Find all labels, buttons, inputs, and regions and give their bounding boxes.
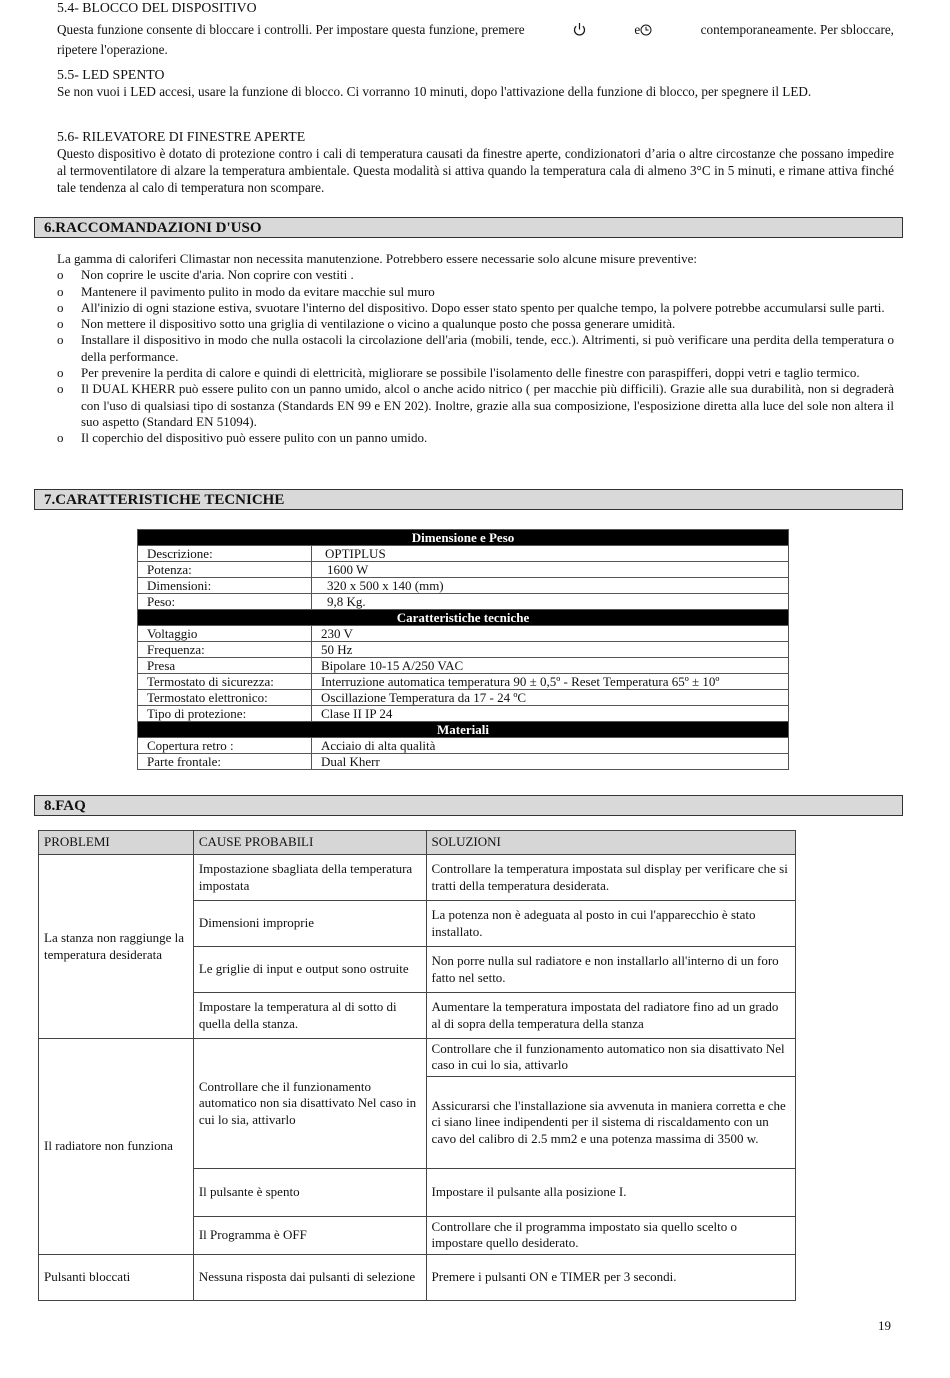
faq-cause: Impostazione sbagliata della temperatura impostata [193, 855, 426, 901]
list-item: o Il coperchio del dispositivo può essere pulito con un panno umido. [57, 430, 894, 446]
list-item: o Per prevenire la perdita di calore e quindi di elettricità, migliorare se possibile l'isolamento delle finestre con paraspifferi, doppi vetri e taglio termico. [57, 365, 894, 381]
faq-solution: Assicurarsi che l'installazione sia avvenuta in maniera corretta e che ci siano linee indipendenti per il sistema di riscaldamento con un cavo del calibro di 2.5 mm2 e una potenza massima di 3500 w. [426, 1076, 795, 1168]
list-item: o Installare il dispositivo in modo che nulla ostacoli la circolazione dell'aria (mobili, tende, ecc.). Altrimenti, si può verificare una perdita della temperatura o della performance. [57, 332, 894, 365]
specs-table [137, 529, 789, 770]
table-row [138, 530, 789, 546]
spec-label: Copertura retro : [138, 738, 312, 754]
table-row [138, 690, 789, 706]
faq-cause: Controllare che il funzionamento automatico non sia disattivato Nel caso in cui lo sia, attivarlo [193, 1039, 426, 1169]
faq-cause: Dimensioni improprie [193, 901, 426, 947]
table-row [138, 594, 789, 610]
table-row [39, 1254, 796, 1300]
list-item: o All'inizio di ogni stazione estiva, svuotare l'interno del dispositivo. Dopo esser stato spento per qualche tempo, la polvere potrebbe accumularsi sulle parti. [57, 300, 894, 316]
table-row [138, 754, 789, 770]
spec-group-header: Caratteristiche tecniche [138, 610, 789, 626]
spec-value: 50 Hz [312, 642, 789, 658]
section-5-4-text-a: Questa funzione consente di bloccare i controlli. Per impostare questa funzione, premere [57, 22, 525, 37]
faq-header-causes: CAUSE PROBABILI [193, 831, 426, 855]
page-number: 19 [878, 1318, 891, 1333]
spec-label: Presa [138, 658, 312, 674]
table-row [138, 722, 789, 738]
section-7-header: 7.CARATTERISTICHE TECNICHE [34, 489, 903, 510]
spec-value: 1600 W [312, 562, 789, 578]
spec-value: 9,8 Kg. [312, 594, 789, 610]
section-5-4-text-c: ripetere l'operazione. [57, 41, 168, 57]
section-5-6-text: Questo dispositivo è dotato di protezione contro i cali di temperatura causati da finestre aperte, condizionatori d’aria o altre circostanze che possano impedire al termoventilatore di alzare la temperatura ambientale. Questa modalità si attiva quando la temperatura cala di almeno 3°C in 5 minuti, e rimane attiva finché tale tendenza al calo di temperatura non scompare. [57, 146, 894, 195]
spec-value: 230 V [312, 626, 789, 642]
spec-value: Acciaio di alta qualità [312, 738, 789, 754]
table-row [138, 610, 789, 626]
section-8-header: 8.FAQ [34, 795, 903, 816]
faq-problem: La stanza non raggiunge la temperatura desiderata [39, 855, 194, 1039]
table-row [39, 831, 796, 855]
faq-solution: Controllare la temperatura impostata sul display per verificare che si tratti della temperatura desiderata. [426, 855, 795, 901]
spec-value: Interruzione automatica temperatura 90 ± 0,5º - Reset Temperatura 65º ± 10º [312, 674, 789, 690]
faq-header-solutions: SOLUZIONI [426, 831, 795, 855]
faq-cause: Nessuna risposta dai pulsanti di selezione [193, 1254, 426, 1300]
timer-icon [640, 24, 652, 41]
table-row [138, 578, 789, 594]
faq-solution: Non porre nulla sul radiatore e non installarlo all'interno di un foro fatto nel setto. [426, 947, 795, 993]
list-item: o Il DUAL KHERR può essere pulito con un panno umido, alcol o anche acido nitrico ( per macchie più difficili). Grazie alle sua durabilità, non si degraderà con l'uso di qualsiasi tipo di sostanza (Standards EN 99 e EN 202). Inoltre, grazie alla sua composizione, l'esposizione diretta alla luce del sole non altera il suo aspetto (Standard EN 51094). [57, 381, 894, 430]
section-5-4-title: 5.4- BLOCCO DEL DISPOSITIVO [57, 0, 257, 15]
faq-cause: Impostare la temperatura al di sotto di quella della stanza. [193, 993, 426, 1039]
faq-solution: Impostare il pulsante alla posizione I. [426, 1168, 795, 1216]
spec-value: Dual Kherr [312, 754, 789, 770]
table-row [138, 642, 789, 658]
faq-solution: Controllare che il funzionamento automatico non sia disattivato Nel caso in cui lo sia, attivarlo [426, 1039, 795, 1077]
faq-header-problems: PROBLEMI [39, 831, 194, 855]
section-6-header: 6.RACCOMANDAZIONI D'USO [34, 217, 903, 238]
spec-value: OPTIPLUS [312, 546, 789, 562]
recommendations-list [57, 267, 894, 446]
section-5-4-text [57, 22, 894, 59]
faq-problem: Il radiatore non funziona [39, 1039, 194, 1255]
spec-group-header: Materiali [138, 722, 789, 738]
spec-label: Frequenza: [138, 642, 312, 658]
spec-value: Bipolare 10-15 A/250 VAC [312, 658, 789, 674]
list-item: o Non coprire le uscite d'aria. Non coprire con vestiti . [57, 267, 894, 283]
table-row [138, 626, 789, 642]
table-row [138, 546, 789, 562]
spec-label: Dimensioni: [138, 578, 312, 594]
section-5-4-text-e: e [634, 22, 641, 37]
spec-label: Peso: [138, 594, 312, 610]
table-row [138, 674, 789, 690]
faq-cause: Il Programma è OFF [193, 1216, 426, 1254]
faq-problem: Pulsanti bloccati [39, 1254, 194, 1300]
faq-cause: Il pulsante è spento [193, 1168, 426, 1216]
faq-solution: La potenza non è adeguata al posto in cui l'apparecchio è stato installato. [426, 901, 795, 947]
faq-solution: Premere i pulsanti ON e TIMER per 3 secondi. [426, 1254, 795, 1300]
spec-label: Termostato di sicurezza: [138, 674, 312, 690]
section-5-6-title: 5.6- RILEVATORE DI FINESTRE APERTE [57, 129, 306, 144]
table-row [39, 855, 796, 901]
table-row [138, 562, 789, 578]
list-item: o Non mettere il dispositivo sotto una griglia di ventilazione o vicino a qualunque posto che possa generare umidità. [57, 316, 894, 332]
faq-solution: Aumentare la temperatura impostata del radiatore fino ad un grado al di sopra della temperatura della stanza [426, 993, 795, 1039]
spec-label: Descrizione: [138, 546, 312, 562]
faq-table [38, 830, 796, 1301]
power-icon [573, 22, 586, 42]
table-row [138, 706, 789, 722]
spec-label: Voltaggio [138, 626, 312, 642]
section-5-5-text: Se non vuoi i LED accesi, usare la funzione di blocco. Ci vorranno 10 minuti, dopo l'attivazione della funzione di blocco, per spegnere il LED. [57, 84, 812, 99]
faq-solution: Controllare che il programma impostato sia quello scelto o impostare quello desiderato. [426, 1216, 795, 1254]
table-row [138, 738, 789, 754]
list-item: o Mantenere il pavimento pulito in modo da evitare macchie sul muro [57, 284, 894, 300]
spec-label: Potenza: [138, 562, 312, 578]
spec-value: Clase II IP 24 [312, 706, 789, 722]
spec-label: Termostato elettronico: [138, 690, 312, 706]
recommendations [57, 251, 894, 447]
section-5-4-text-b: contemporaneamente. Per sbloccare, [700, 22, 894, 37]
spec-value: Oscillazione Temperatura da 17 - 24 ºC [312, 690, 789, 706]
spec-label: Tipo di protezione: [138, 706, 312, 722]
recommendations-intro: La gamma di caloriferi Climastar non necessita manutenzione. Potrebbero essere necessarie solo alcune misure preventive: [57, 251, 698, 266]
spec-label: Parte frontale: [138, 754, 312, 770]
faq-cause: Le griglie di input e output sono ostruite [193, 947, 426, 993]
spec-group-header: Dimensione e Peso [138, 530, 789, 546]
spec-value: 320 x 500 x 140 (mm) [312, 578, 789, 594]
table-row [39, 1039, 796, 1077]
table-row [138, 658, 789, 674]
section-5-5-title: 5.5- LED SPENTO [57, 67, 165, 82]
